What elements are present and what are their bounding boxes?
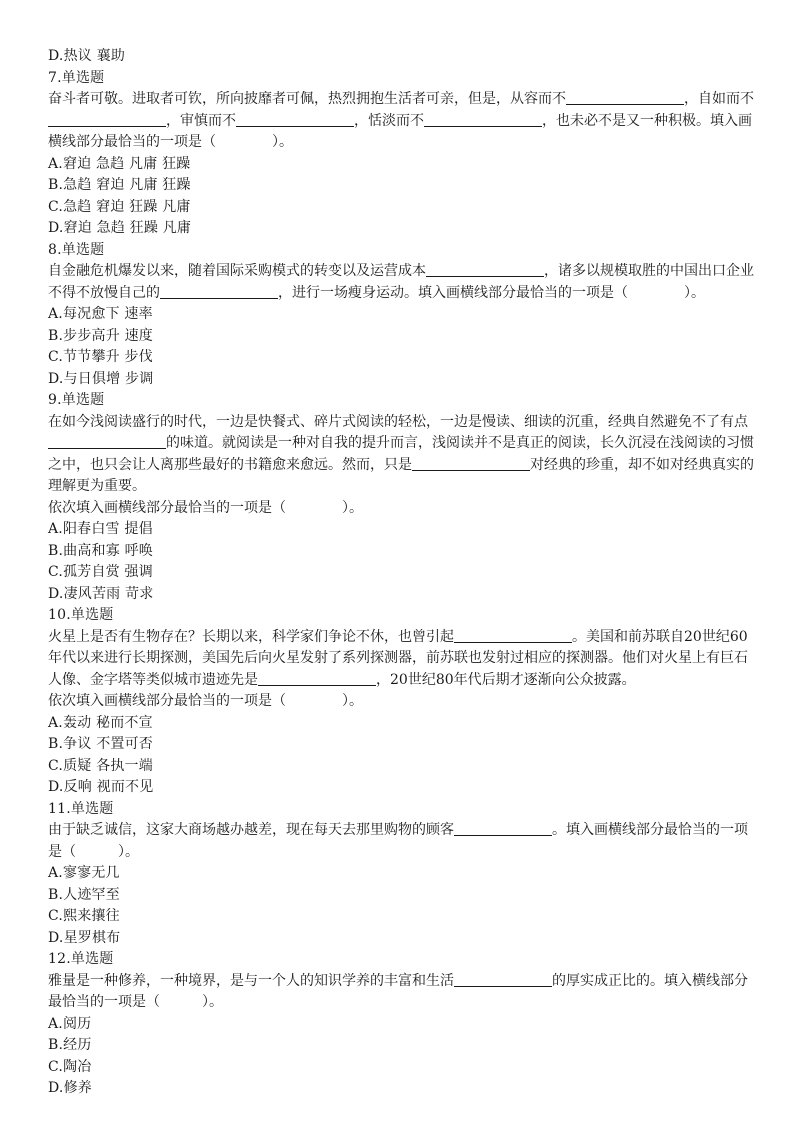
q10-option-c: C.质疑 各执一端: [48, 757, 153, 774]
q10-text-2: 。美国和前苏联自20世纪60年代以来进行长期探测，美国先后向火星发射了系列探测器，前苏联也发射过相应的探测器。他们对火星上有巨石人像、金字塔等类似城市遗迹先是: [48, 628, 748, 688]
question-8-stem: [48, 261, 760, 304]
q7-text-5: ，也未必不是又一种积极。填入画横线部分最恰当的一项是（ ）。: [48, 112, 752, 150]
question-list: [48, 46, 760, 1100]
q12-option-b: B.经历: [48, 1037, 92, 1053]
q9-option-a: A.阳春白雪 提倡: [48, 521, 153, 537]
q8-text-2: ，诸多以规模取胜的中国出口企业不得不放慢自己的: [48, 263, 754, 301]
q10-blank-2: [258, 671, 376, 686]
q12-option-c: C.陶冶: [48, 1058, 92, 1075]
q8-option-b: B.步步高升 速度: [48, 327, 153, 344]
q9-option-b: B.曲高和寡 呼唤: [48, 542, 153, 559]
q10-text-1: 火星上是否有生物存在？长期以来，科学家们争论不休，也曾引起: [48, 628, 454, 645]
question-11-number: 11.单选题: [48, 800, 114, 817]
q11-option-d: D.星罗棋布: [48, 929, 121, 946]
q11-text-1: 由于缺乏诚信，这家大商场越办越差，现在每天去那里购物的顾客: [48, 822, 454, 838]
q10-option-b: B.争议 不置可否: [48, 736, 153, 752]
q9-option-d: D.凄风苦雨 苛求: [48, 585, 154, 602]
q7-option-a: A.窘迫 急趋 凡庸 狂躁: [48, 155, 191, 172]
q8-text-1: 自金融危机爆发以来，随着国际采购模式的转变以及运营成本: [48, 263, 426, 279]
q12-option-a: A.阅历: [48, 1015, 92, 1032]
q9-text-1: 在如今浅阅读盛行的时代，一边是快餐式、碎片式阅读的轻松，一边是慢读、细读的沉重，经典自然避免不了有点: [48, 413, 748, 430]
question-7-stem: [48, 89, 760, 154]
question-7-number: 7.单选题: [48, 69, 105, 86]
question-10-number: 10.单选题: [48, 607, 114, 623]
q8-option-a: A.每况愈下 速率: [48, 306, 153, 322]
q11-option-a: A.寥寥无几: [48, 865, 120, 881]
question-9-number: 9.单选题: [48, 392, 105, 408]
q10-text-3: ，20世纪80年代后期才逐渐向公众披露。: [376, 671, 636, 688]
q9-text-2: 的味道。就阅读是一种对自我的提升而言，浅阅读并不是真正的阅读，长久沉浸在浅阅读的习惯之中，也只会让人离那些最好的书籍愈来愈远。然而，只是: [48, 435, 754, 473]
question-11-stem: [48, 820, 760, 863]
question-8-number: 8.单选题: [48, 241, 105, 258]
q9-prompt: 依次填入画横线部分最恰当的一项是（ ）。: [48, 499, 363, 516]
q7-text-3: ，审慎而不: [166, 112, 236, 129]
q12-blank-1: [454, 972, 552, 987]
q12-text-2: 的厚实成正比的。填入横线部分最恰当的一项是（ ）。: [48, 972, 748, 1010]
q8-option-d: D.与日俱增 步调: [48, 370, 154, 387]
q11-option-b: B.人迹罕至: [48, 886, 120, 903]
question-10-stem: [48, 627, 760, 692]
q11-blank-1: [454, 821, 552, 836]
q8-blank-2: [160, 284, 278, 299]
q9-text-3: 对经典的珍重，却不如对经典真实的理解更为重要。: [48, 456, 754, 494]
question-12-number: 12.单选题: [48, 951, 114, 967]
q10-option-d: D.反响 视而不见: [48, 779, 154, 795]
q8-blank-1: [426, 262, 544, 277]
q8-text-3: ，进行一场瘦身运动。填入画横线部分最恰当的一项是（ ）。: [278, 284, 705, 301]
q7-option-b: B.急趋 窘迫 凡庸 狂躁: [48, 177, 191, 193]
q12-option-d: D.修养: [48, 1080, 92, 1096]
q7-option-c: C.急趋 窘迫 狂躁 凡庸: [48, 198, 191, 215]
q7-option-d: D.窘迫 急趋 狂躁 凡庸: [48, 220, 192, 236]
q7-blank-4: [424, 112, 542, 127]
q12-text-1: 雅量是一种修养，一种境界，是与一个人的知识学养的丰富和生活: [48, 972, 454, 989]
q7-blank-2: [48, 112, 166, 127]
q10-blank-1: [454, 628, 572, 643]
q11-text-2: 。填入画横线部分最恰当的一项是（ ）。: [48, 822, 748, 860]
q7-blank-3: [236, 112, 354, 127]
prev-option-d: D.热议 襄助: [48, 48, 126, 64]
question-9-stem: [48, 412, 760, 498]
q10-prompt: 依次填入画横线部分最恰当的一项是（ ）。: [48, 693, 363, 709]
q7-blank-1: [566, 90, 684, 105]
q7-text-2: ，自如而不: [684, 91, 754, 107]
q8-option-c: C.节节攀升 步伐: [48, 349, 153, 365]
q7-text-1: 奋斗者可敬。进取者可钦，所向披靡者可佩，热烈拥抱生活者可亲，但是，从容而不: [48, 91, 566, 107]
q7-text-4: ，恬淡而不: [354, 112, 424, 129]
q9-blank-1: [48, 434, 166, 449]
q11-option-c: C.熙来攘往: [48, 908, 120, 924]
q9-blank-2: [412, 456, 530, 471]
question-12-stem: [48, 971, 760, 1014]
q10-option-a: A.轰动 秘而不宣: [48, 714, 153, 731]
q9-option-c: C.孤芳自赏 强调: [48, 564, 153, 580]
